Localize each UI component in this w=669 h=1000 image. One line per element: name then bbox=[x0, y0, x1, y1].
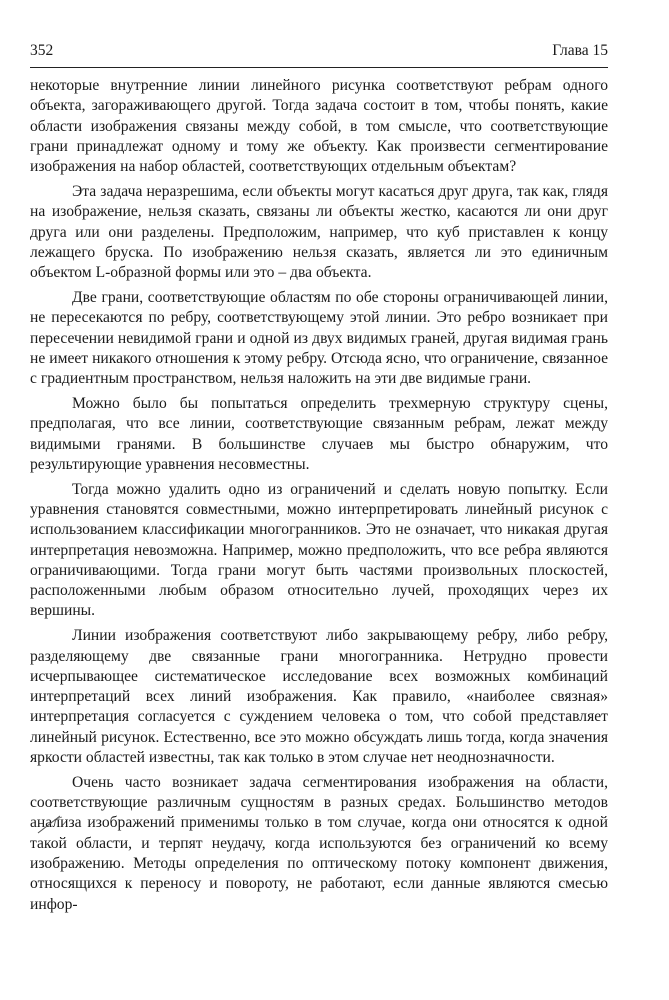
running-head bbox=[30, 40, 608, 62]
paragraph-4: Можно было бы попытаться определить трехмерную структуру сцены, предполагая, что все линии, соответствующие связанным ребрам, лежат между видимыми гранями. В большинстве случаев мы быстро обнаружим, что результирующие уравнения несовместны. bbox=[30, 394, 608, 473]
paragraph-6: Линии изображения соответствуют либо закрывающему ребру, либо ребру, разделяющему две связанные грани многогранника. Нетрудно провести исчерпывающее систематическое исследование всех возможных комбинаций интерпретаций всех линий изображения. Как правило, «наиболее связная» интерпретация согласуется с суждением человека о том, что собой представляет линейный рисунок. Естественно, все это можно обсуждать лишь тогда, когда значения яркости областей известны, так как только в этом случае нет неоднозначности. bbox=[30, 627, 608, 766]
paragraph-7: Очень часто возникает задача сегментирования изображения на области, соответствующие различным сущностям в разных средах. Большинство методов анализа изображений применимы только в том случае, когда они относятся к одной такой области, и терпят неудачу, когда используются без ограничений ко всему изображению. Методы определения по оптическому потоку компонент движения, относящихся к переносу и повороту, не работают, если данные являются смесью инфор- bbox=[30, 773, 608, 913]
paragraph-1: некоторые внутренние линии линейного рисунка соответствуют ребрам одного объекта, загораживающего другой. Тогда задача состоит в том, чтобы понять, какие области изображения связаны между собой, в том смысле, что соответствующие грани принадлежат одному и тому же объекту. Как произвести сегментирование изображения на набор областей, соответствующих отдельным объектам? bbox=[30, 77, 608, 176]
pencil-mark-icon bbox=[36, 813, 64, 835]
paragraph-3: Две грани, соответствующие областям по обе стороны ограничивающей линии, не пересекаются по ребру, соответствующему этой линии. Это ребро возникает при пересечении невидимой грани и одной из двух видимых граней, другая видимая грань не имеет никакого отношения к этому ребру. Отсюда ясно, что ограничение, связанное с градиентным пространством, нельзя наложить на эти две видимые грани. bbox=[30, 288, 608, 388]
body-text bbox=[30, 76, 608, 919]
header-rule bbox=[30, 67, 608, 68]
page-number: 352 bbox=[30, 42, 54, 59]
chapter-title: Глава 15 bbox=[552, 42, 608, 59]
paragraph-5: Тогда можно удалить одно из ограничений и сделать новую попытку. Если уравнения становятся совместными, можно интерпретировать линейный рисунок с использованием классификации многогранников. Это не означает, что никакая другая интерпретация невозможна. Например, можно предположить, что все ребра являются ограничивающими. Тогда грани могут быть частями произвольных плоскостей, расположенными любым образом относительно лучей, проходящих через их вершины. bbox=[30, 480, 608, 620]
paragraph-2: Эта задача неразрешима, если объекты могут касаться друг друга, так как, глядя на изображение, нельзя сказать, связаны ли объекты жестко, касаются ли они друг друга или они разделены. Предположим, например, что куб приставлен к концу лежащего бруска. По изображению нельзя сказать, является ли это единичным объектом L-образной формы или это – два объекта. bbox=[30, 182, 608, 282]
